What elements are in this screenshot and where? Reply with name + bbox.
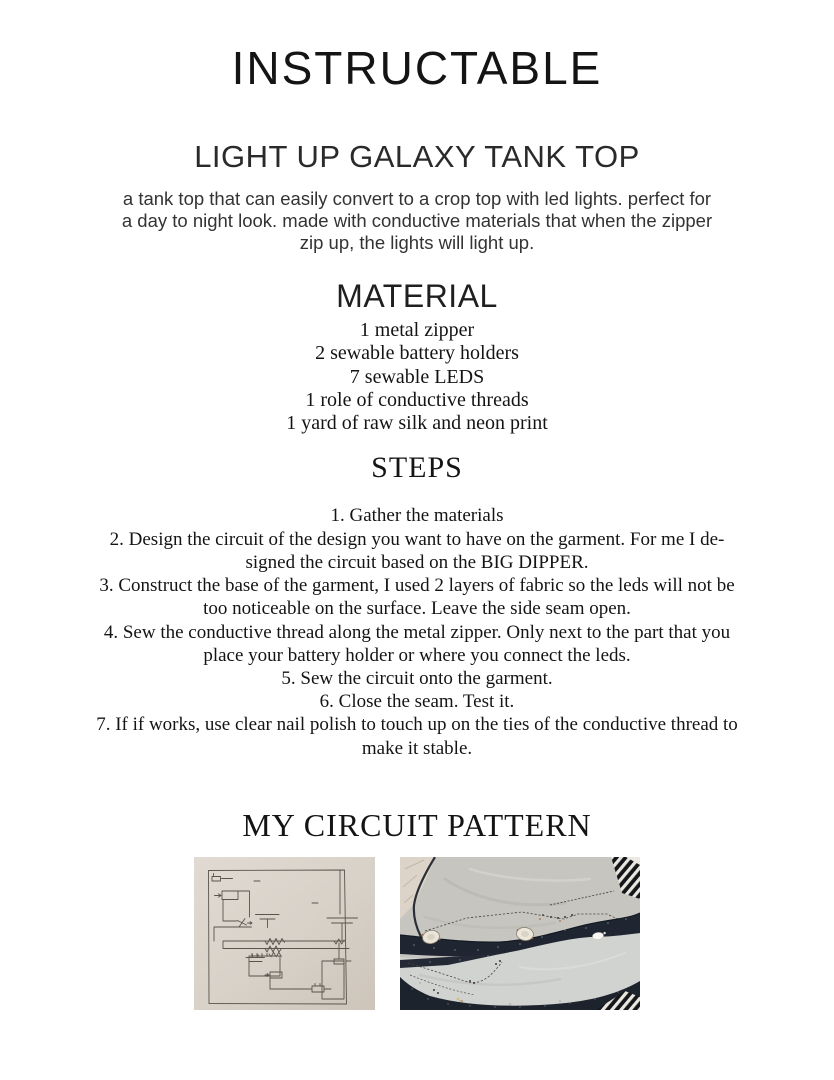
material-item: 1 role of conductive threads <box>305 388 529 411</box>
material-item: 1 metal zipper <box>359 319 475 341</box>
description-line: a tank top that can easily convert to a crop top with led lights. perfect for <box>122 188 712 209</box>
project-title: LIGHT UP GALAXY TANK TOP <box>194 139 640 174</box>
garment-photo-image <box>400 857 640 1010</box>
step-line: 5. Sew the circuit onto the garment. <box>281 667 553 689</box>
material-list <box>0 319 834 435</box>
page-title: INSTRUCTABLE <box>231 42 603 94</box>
step-line: 1. Gather the materials <box>330 505 504 527</box>
steps-list <box>0 504 834 759</box>
material-heading: MATERIAL <box>336 278 498 314</box>
material-item: 7 sewable LEDS <box>349 365 485 388</box>
step-line: signed the circuit based on the BIG DIPPER. <box>245 551 589 573</box>
description-line: zip up, the lights will light up. <box>299 232 535 253</box>
project-description <box>0 188 834 254</box>
step-line: 6. Close the seam. Test it. <box>319 691 515 713</box>
step-line: make it stable. <box>361 737 473 759</box>
description-line: a day to night look. made with conductive materials that when the zipper <box>121 210 713 231</box>
diagram-paper <box>194 857 375 1010</box>
steps-heading: STEPS <box>371 451 463 485</box>
material-item: 2 sewable battery holders <box>315 342 519 365</box>
step-line: too noticeable on the surface. Leave the side seam open. <box>203 598 631 620</box>
step-line: 3. Construct the base of the garment, I used 2 layers of fabric so the leds will not be <box>99 575 735 597</box>
step-line: 7. If if works, use clear nail polish to touch up on the ties of the conductive thread to <box>96 714 738 736</box>
circuit-pattern-images <box>0 857 834 1010</box>
material-item: 1 yard of raw silk and neon print <box>286 412 548 435</box>
circuit-diagram-image <box>194 857 375 1010</box>
step-line: place your battery holder or where you connect the leds. <box>203 644 631 666</box>
step-line: 4. Sew the conductive thread along the metal zipper. Only next to the part that you <box>103 621 731 643</box>
circuit-pattern-heading: MY CIRCUIT PATTERN <box>242 806 592 843</box>
step-line: 2. Design the circuit of the design you want to have on the garment. For me I de- <box>109 528 725 550</box>
